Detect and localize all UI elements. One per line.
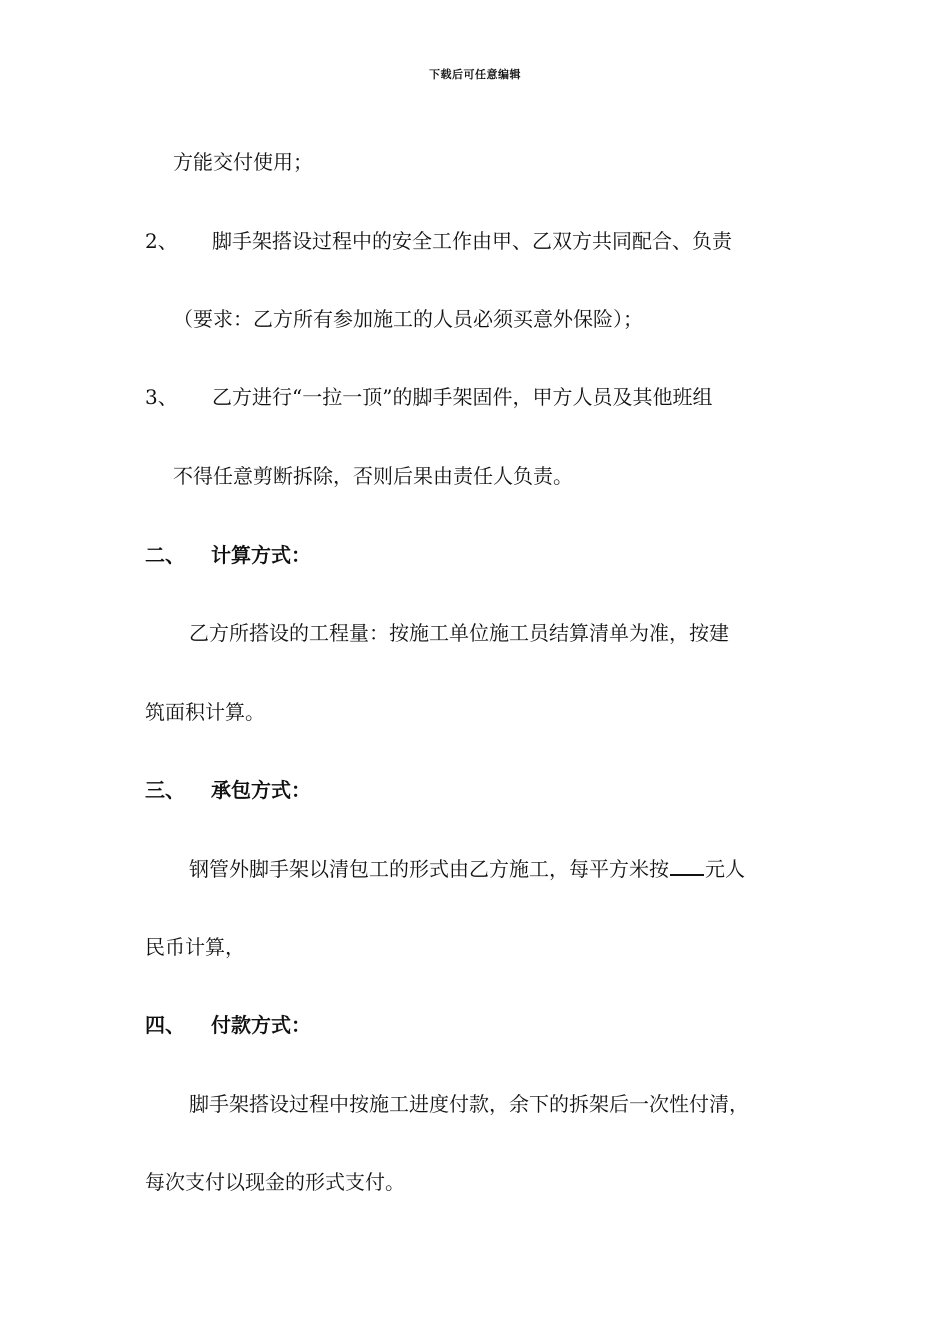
section-heading-title: 承包方式： bbox=[211, 778, 311, 802]
section-paragraph: 脚手架搭设过程中按施工进度付款，余下的拆架后一次性付清， bbox=[189, 1092, 749, 1116]
section-heading-number: 四、 bbox=[145, 1013, 185, 1037]
section-heading-number: 三、 bbox=[145, 778, 185, 802]
paragraph-text: 元人 bbox=[705, 857, 745, 881]
section-heading-number: 二、 bbox=[145, 543, 185, 567]
list-item-text-continued: （要求：乙方所有参加施工的人员必须买意外保险）； bbox=[173, 307, 643, 331]
fill-in-blank bbox=[670, 856, 704, 876]
section-paragraph-continued: 筑面积计算。 bbox=[145, 700, 265, 724]
section-heading-title: 付款方式： bbox=[211, 1013, 311, 1037]
section-paragraph-continued: 每次支付以现金的形式支付。 bbox=[145, 1170, 405, 1194]
list-item-number: 2、 bbox=[145, 229, 178, 253]
list-item-text: 乙方进行“一拉一顶”的脚手架固件，甲方人员及其他班组 bbox=[212, 385, 713, 409]
list-item-text: 脚手架搭设过程中的安全工作由甲、乙双方共同配合、负责 bbox=[212, 229, 732, 253]
list-item-text-continued: 不得任意剪断拆除，否则后果由责任人负责。 bbox=[173, 464, 573, 488]
paragraph-text: 钢管外脚手架以清包工的形式由乙方施工，每平方米按 bbox=[189, 857, 669, 881]
section-paragraph: 乙方所搭设的工程量：按施工单位施工员结算清单为准，按建 bbox=[189, 621, 729, 645]
list-item-number: 3、 bbox=[145, 385, 178, 409]
page-header: 下载后可任意编辑 bbox=[429, 68, 521, 81]
section-paragraph-continued: 民币计算， bbox=[145, 935, 245, 959]
section-heading-title: 计算方式： bbox=[211, 543, 311, 567]
paragraph-line: 方能交付使用； bbox=[173, 150, 313, 174]
section-paragraph bbox=[189, 856, 745, 881]
